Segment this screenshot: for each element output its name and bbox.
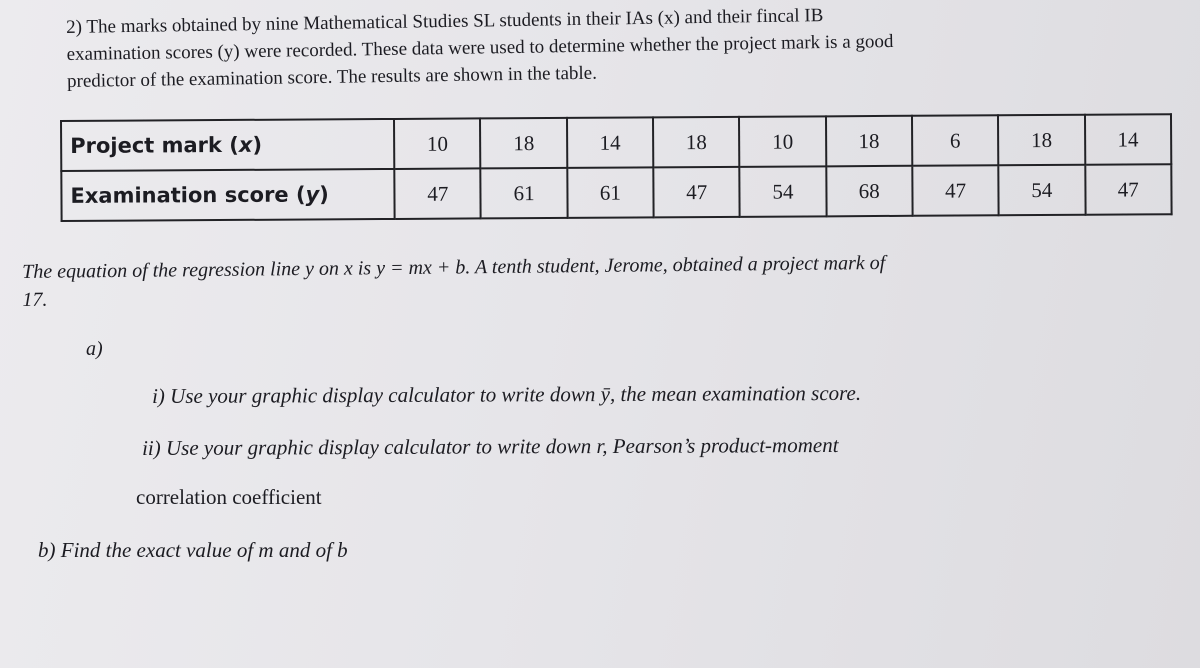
intro-line-2: examination scores (y) were recorded. These data were used to determine whether the project mark is a good <box>66 31 894 65</box>
table-cell: 47 <box>912 165 999 216</box>
table-cell: 18 <box>826 116 913 167</box>
table-cell: 54 <box>999 165 1086 216</box>
row-header-project-mark <box>61 119 394 171</box>
header-close: ) <box>319 182 329 207</box>
table-cell: 14 <box>1085 114 1172 165</box>
intro-line-3: predictor of the examination score. The results are shown in the table. <box>66 62 598 92</box>
intro-line-1: 2) The marks obtained by nine Mathematical Studies SL students in their IAs (x) and their fincal IB <box>66 5 824 38</box>
regression-line-1: The equation of the regression line y on x is y = mx + b. A tenth student, Jerome, obtained a project mark of <box>22 251 886 283</box>
header-close: ) <box>252 132 263 157</box>
header-variable: y <box>305 182 320 207</box>
table-row-project-mark <box>61 114 1171 171</box>
question-intro <box>66 0 1177 95</box>
table-cell: 6 <box>912 115 999 166</box>
table-cell: 14 <box>567 117 654 168</box>
regression-line-2: 17. <box>22 288 48 311</box>
table-cell: 47 <box>394 168 481 219</box>
table-cell: 10 <box>739 116 826 167</box>
part-a-i-text: i) Use your graphic display calculator to write down ȳ, the mean examination score. <box>152 380 862 408</box>
table-cell: 47 <box>1085 164 1172 215</box>
header-label: Project mark ( <box>70 132 239 158</box>
table-cell: 18 <box>480 118 567 169</box>
part-a-ii-text: ii) Use your graphic display calculator to write down r, Pearson’s product-moment <box>142 432 839 460</box>
table-cell: 54 <box>740 166 827 217</box>
part-b-text: b) Find the exact value of m and of b <box>38 538 348 562</box>
part-a-ii-continuation: correlation coefficient <box>136 485 322 509</box>
table-cell: 47 <box>653 167 740 218</box>
part-a-label: a) <box>86 338 103 360</box>
data-table <box>60 113 1173 222</box>
header-variable: x <box>238 132 253 157</box>
table-cell: 61 <box>481 168 568 219</box>
row-header-examination-score <box>61 169 394 221</box>
table-row-examination-score <box>61 164 1171 221</box>
table-cell: 61 <box>567 167 654 218</box>
table-cell: 68 <box>826 166 913 217</box>
table-cell: 18 <box>653 117 740 168</box>
header-label: Examination score ( <box>70 182 306 208</box>
regression-statement <box>22 246 1193 314</box>
table-cell: 10 <box>394 118 481 169</box>
table-cell: 18 <box>998 115 1085 166</box>
